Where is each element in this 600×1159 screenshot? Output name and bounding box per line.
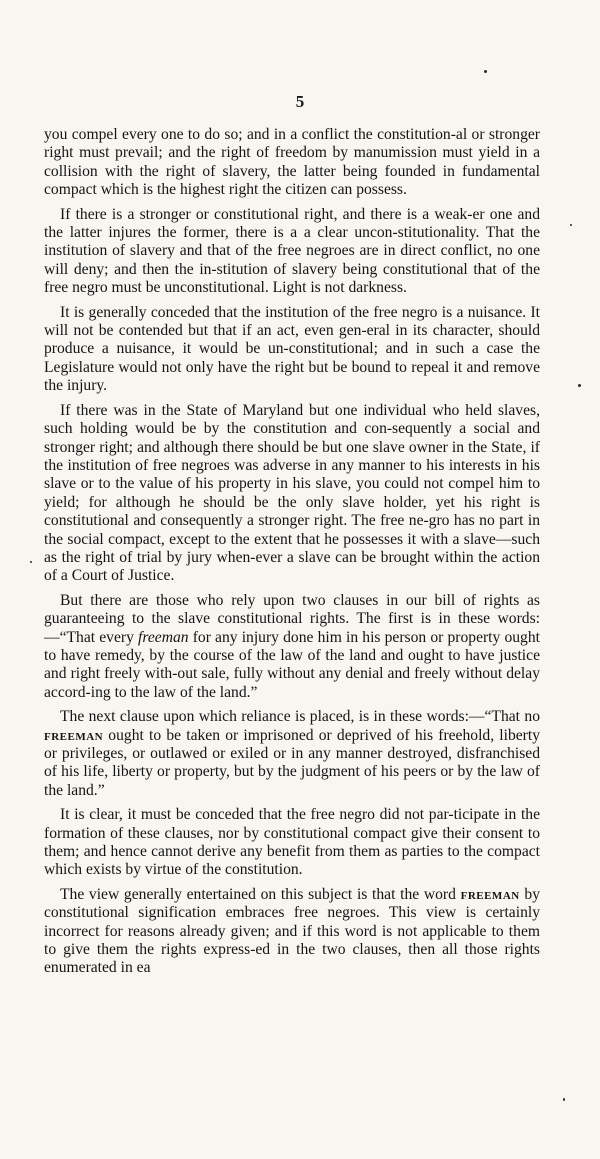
ink-speck bbox=[30, 561, 32, 563]
text-segment: It is generally conceded that the institution of the free negro is a nuisance. It will not be contended but that if an act, even gen-eral in its character, should produce a nuisance, it would be un-constitutional; and in such a case the Legislature would not only have the right but be bound to repeal it and remove the injury. bbox=[44, 303, 540, 395]
text-segment: you compel every one to do so; and in a conflict the constitution-al or stronger right must prevail; and the right of freedom by manumission must yield in a collision with the right of slavery, the latter being founded in fundamental compact which is the highest right the citizen can possess. bbox=[44, 126, 540, 199]
smallcaps-term: freeman bbox=[460, 885, 520, 903]
paragraph bbox=[44, 708, 540, 800]
paragraph bbox=[44, 886, 540, 978]
ink-speck bbox=[578, 384, 581, 387]
text-segment: for any injury done him in his person or property ought to have remedy, by the course of the law of the land and ought to have justice and right freely with-out sale, fully without any denial and freely without delay accord-ing to the law of the land.” bbox=[44, 628, 540, 701]
text-segment: The next clause upon which reliance is placed, is in these words:—“That no bbox=[60, 708, 540, 726]
paragraph bbox=[44, 806, 540, 880]
body-text bbox=[44, 126, 540, 984]
paragraph bbox=[44, 592, 540, 702]
paragraph bbox=[44, 126, 540, 200]
page-number: 5 bbox=[295, 92, 305, 111]
ink-speck bbox=[484, 70, 487, 73]
ink-speck bbox=[570, 224, 572, 226]
text-segment: If there is a stronger or constitutional right, and there is a weak-er one and the latter injures the former, there is a a clear uncon-stitutionality. That the institution of slavery and that of the free negroes are in direct conflict, no one will deny; and then the in-stitution of slavery being constitutional that of the free negro must be unconstitutional. Light is not darkness. bbox=[44, 205, 540, 297]
smallcaps-term: freeman bbox=[44, 726, 104, 744]
italic-term: freeman bbox=[138, 628, 189, 646]
text-segment: The view generally entertained on this subject is that the word bbox=[60, 885, 461, 903]
text-segment: by constitutional signification embraces free negroes. This view is certainly incorrect for reasons already given; and if this word is not applicable to them to give them the rights express-ed in the two clauses, then all those rights enumerated in ea bbox=[44, 885, 540, 977]
text-segment: It is clear, it must be conceded that the free negro did not par-ticipate in the formation of these clauses, nor by constitutional compact give their consent to them; and hence cannot derive any benefit from them as parties to the compact which exists by virtue of the constitution. bbox=[44, 806, 540, 879]
paragraph bbox=[44, 304, 540, 396]
ink-speck bbox=[563, 1098, 565, 1101]
paragraph bbox=[44, 402, 540, 586]
paragraph bbox=[44, 206, 540, 298]
text-segment: ought to be taken or imprisoned or deprived of his freehold, liberty or privileges, or outlawed or exiled or in any manner destroyed, disfranchised of his life, liberty or property, but by the judgment of his peers or by the law of the land.” bbox=[44, 726, 540, 799]
text-segment: But there are those who rely upon two clauses in our bill of rights as guaranteeing to the slave constitutional rights. The first is in these words:—“That every bbox=[44, 591, 540, 646]
text-segment: If there was in the State of Maryland but one individual who held slaves, such holding would be by the constitution and con-sequently a social and stronger right; and although there should be but one slave owner in the State, if the institution of free negroes was adverse in any manner to his interests in his slave or to the value of his property in his slave, you could not compel him to yield; for although he should be the only slave holder, yet his right is constitutional and consequently a stronger right. The free ne-gro has no part in the social compact, except to the extent that he possesses it with a slave—such as the right of trial by jury when-ever a slave can be brought within the action of a Court of Justice. bbox=[44, 401, 540, 585]
